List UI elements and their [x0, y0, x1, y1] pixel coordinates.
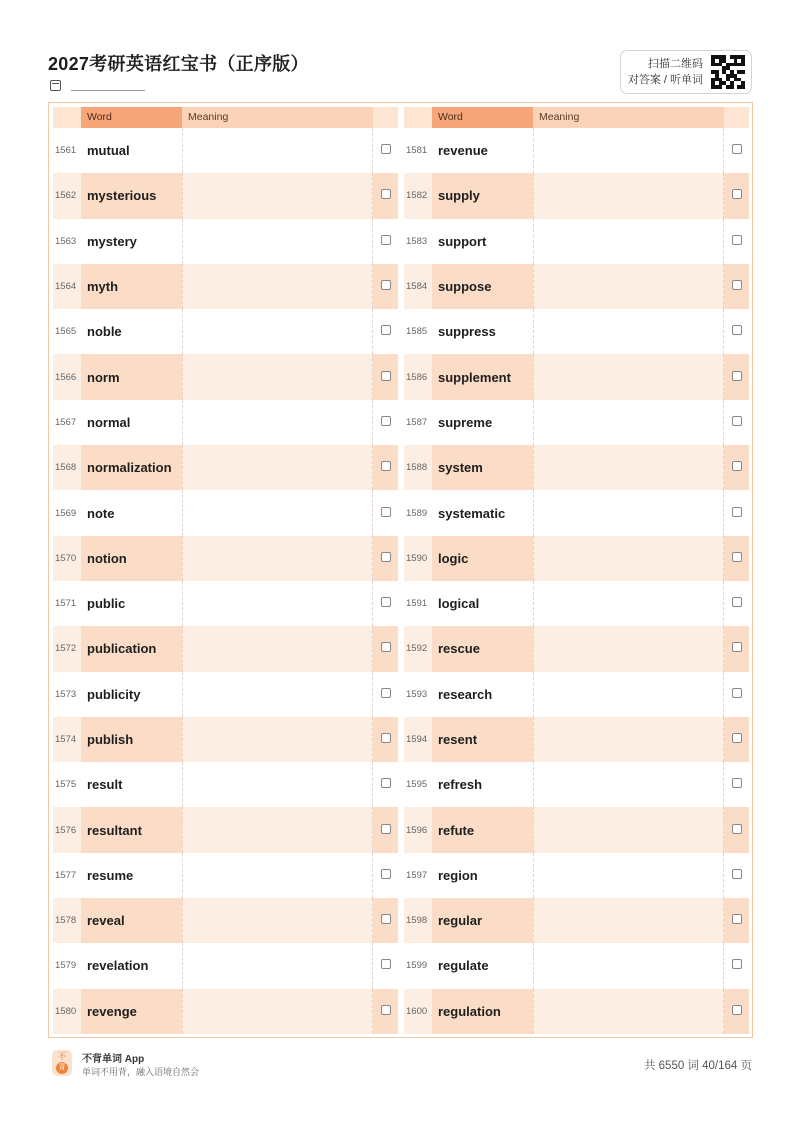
checkbox[interactable] — [381, 869, 391, 879]
check-cell — [724, 943, 749, 988]
word-cell: result — [87, 777, 123, 793]
table-row — [53, 354, 398, 399]
word-cell: resume — [87, 867, 134, 883]
word-cell: noble — [87, 324, 122, 340]
word-number: 1594 — [406, 734, 428, 745]
meaning-cell[interactable] — [533, 626, 724, 671]
meaning-cell[interactable] — [533, 898, 724, 943]
word-cell: normal — [87, 414, 131, 430]
meaning-cell[interactable] — [533, 672, 724, 717]
word-cell: rescue — [432, 626, 533, 671]
word-number: 1597 — [406, 869, 428, 881]
meaning-cell[interactable] — [182, 672, 373, 717]
checkbox[interactable] — [381, 1005, 391, 1015]
word-cell: myth — [81, 264, 182, 309]
check-cell — [724, 128, 749, 173]
check-cell — [724, 807, 749, 852]
word-number: 1573 — [55, 688, 77, 700]
check-cell — [373, 672, 398, 717]
meaning-cell[interactable] — [182, 807, 373, 852]
check-cell — [724, 672, 749, 717]
checkbox[interactable] — [381, 597, 391, 607]
word-number: 1590 — [406, 552, 428, 564]
word-cell: regulation — [432, 989, 533, 1034]
meaning-cell[interactable] — [182, 173, 373, 218]
checkbox[interactable] — [381, 371, 391, 381]
check-cell — [724, 536, 749, 581]
check-cell — [373, 626, 398, 671]
check-cell — [724, 400, 749, 445]
meaning-cell[interactable] — [182, 219, 373, 264]
checkbox[interactable] — [381, 778, 391, 788]
checkbox[interactable] — [732, 778, 742, 788]
table-row — [53, 943, 398, 988]
meaning-cell[interactable] — [182, 400, 373, 445]
check-cell — [373, 309, 398, 354]
meaning-cell[interactable] — [533, 853, 724, 898]
word-number: 1566 — [55, 371, 77, 383]
check-cell — [724, 762, 749, 807]
table-row — [53, 762, 398, 807]
word-cell: support — [438, 233, 487, 249]
checkbox[interactable] — [381, 688, 391, 698]
table-row — [404, 853, 749, 898]
word-cell: region — [438, 867, 478, 883]
logo-top-char: 不 — [58, 1052, 66, 1061]
checkbox[interactable] — [732, 733, 742, 743]
table-row — [53, 626, 398, 671]
meaning-cell[interactable] — [533, 807, 724, 852]
word-cell: revenue — [438, 143, 488, 159]
word-number: 1584 — [406, 281, 428, 293]
meaning-cell[interactable] — [182, 354, 373, 399]
meaning-cell[interactable] — [182, 490, 373, 535]
word-cell: refute — [432, 807, 533, 852]
header-num-cell — [53, 107, 81, 128]
checkbox[interactable] — [732, 597, 742, 607]
qr-box[interactable] — [620, 50, 752, 94]
word-cell: refresh — [438, 777, 483, 793]
meaning-cell[interactable] — [182, 536, 373, 581]
table-row — [404, 264, 749, 309]
table-row — [404, 943, 749, 988]
header-check-cell — [724, 107, 749, 128]
word-cell: logic — [432, 536, 533, 581]
qr-line2: 对答案 / 听单词 — [627, 74, 703, 86]
meaning-cell[interactable] — [182, 626, 373, 671]
word-number: 1588 — [406, 462, 428, 474]
page-title: 2027考研英语红宝书（正序版） — [48, 54, 309, 74]
check-cell — [724, 717, 749, 762]
word-number: 1570 — [55, 552, 77, 564]
word-cell: publish — [81, 717, 182, 762]
word-cell: public — [87, 596, 126, 612]
word-cell: publication — [81, 626, 182, 671]
word-cell: regulate — [438, 958, 489, 974]
check-cell — [724, 354, 749, 399]
meaning-cell[interactable] — [182, 943, 373, 988]
word-number: 1591 — [406, 598, 428, 610]
check-cell — [373, 853, 398, 898]
checkbox[interactable] — [381, 733, 391, 743]
word-number: 1574 — [55, 734, 77, 745]
check-cell — [373, 581, 398, 626]
checkbox[interactable] — [381, 189, 391, 199]
check-cell — [373, 807, 398, 852]
logo-circle-char: 背 — [56, 1062, 68, 1074]
vocab-sheet — [48, 102, 753, 1038]
checkbox[interactable] — [732, 189, 742, 199]
check-cell — [724, 173, 749, 218]
calendar-icon — [50, 80, 61, 91]
table-row — [53, 400, 398, 445]
qr-code-icon[interactable] — [711, 55, 745, 89]
qr-text — [628, 56, 703, 88]
checkbox[interactable] — [732, 325, 742, 335]
footer-app-name: 不背单词 App — [82, 1054, 145, 1065]
checkbox[interactable] — [732, 1005, 742, 1015]
word-number: 1585 — [406, 326, 428, 338]
right-panel — [404, 107, 749, 1034]
meaning-cell[interactable] — [182, 445, 373, 490]
checkbox[interactable] — [732, 507, 742, 517]
table-row — [404, 717, 749, 762]
checkbox[interactable] — [381, 325, 391, 335]
app-logo-icon — [52, 1050, 72, 1076]
checkbox[interactable] — [381, 280, 391, 290]
table-row — [53, 173, 398, 218]
meaning-cell[interactable] — [533, 989, 724, 1034]
table-row — [404, 354, 749, 399]
table-row — [53, 989, 398, 1034]
word-cell: suppress — [438, 324, 496, 340]
table-row — [404, 898, 749, 943]
word-number: 1572 — [55, 643, 77, 655]
table-row — [53, 898, 398, 943]
word-cell: note — [87, 505, 115, 521]
table-row — [53, 128, 398, 173]
word-cell: logical — [438, 596, 480, 612]
word-number: 1592 — [406, 643, 428, 655]
word-number: 1577 — [55, 869, 77, 881]
check-cell — [724, 264, 749, 309]
meaning-cell[interactable] — [182, 264, 373, 309]
check-cell — [724, 309, 749, 354]
word-cell: supplement — [432, 354, 533, 399]
word-cell: norm — [81, 354, 182, 399]
check-cell — [373, 943, 398, 988]
table-row — [53, 264, 398, 309]
header-check-cell — [373, 107, 398, 128]
check-cell — [373, 219, 398, 264]
word-cell: publicity — [87, 686, 141, 702]
meaning-cell[interactable] — [182, 309, 373, 354]
checkbox[interactable] — [381, 914, 391, 924]
word-cell: supreme — [438, 414, 493, 430]
check-cell — [724, 490, 749, 535]
check-cell — [724, 445, 749, 490]
word-number: 1565 — [55, 326, 77, 338]
check-cell — [373, 354, 398, 399]
table-row — [404, 762, 749, 807]
checkbox[interactable] — [732, 959, 742, 969]
checkbox[interactable] — [381, 416, 391, 426]
table-row — [404, 219, 749, 264]
meaning-cell[interactable] — [533, 536, 724, 581]
check-cell — [373, 762, 398, 807]
checkbox[interactable] — [381, 507, 391, 517]
word-number: 1589 — [406, 507, 428, 519]
check-cell — [373, 898, 398, 943]
word-number: 1579 — [55, 960, 77, 972]
checkbox[interactable] — [732, 280, 742, 290]
table-row — [404, 536, 749, 581]
header-word: Word — [432, 107, 533, 128]
word-number: 1580 — [55, 1005, 77, 1017]
header-meaning: Meaning — [533, 107, 724, 128]
left-rows — [53, 128, 398, 1034]
date-blank-line — [71, 90, 145, 91]
word-number: 1567 — [55, 416, 77, 428]
meaning-cell[interactable] — [182, 581, 373, 626]
meaning-cell[interactable] — [533, 264, 724, 309]
table-row — [404, 490, 749, 535]
table-row — [404, 173, 749, 218]
table-row — [53, 536, 398, 581]
check-cell — [724, 989, 749, 1034]
word-number: 1571 — [55, 598, 77, 610]
checkbox[interactable] — [732, 642, 742, 652]
word-cell: revelation — [87, 958, 149, 974]
checkbox[interactable] — [732, 552, 742, 562]
checkbox[interactable] — [381, 824, 391, 834]
meaning-cell[interactable] — [182, 989, 373, 1034]
table-row — [404, 807, 749, 852]
word-number: 1581 — [406, 145, 428, 157]
meaning-cell[interactable] — [533, 762, 724, 807]
word-cell: revenge — [81, 989, 182, 1034]
check-cell — [373, 128, 398, 173]
meaning-cell[interactable] — [533, 717, 724, 762]
word-number: 1562 — [55, 190, 77, 202]
word-number: 1576 — [55, 824, 77, 836]
word-cell: mysterious — [81, 173, 182, 218]
checkbox[interactable] — [732, 144, 742, 154]
word-number: 1578 — [55, 915, 77, 927]
checkbox[interactable] — [381, 959, 391, 969]
table-row — [53, 672, 398, 717]
word-number: 1582 — [406, 190, 428, 202]
word-number: 1598 — [406, 915, 428, 927]
checkbox[interactable] — [381, 235, 391, 245]
table-row — [53, 309, 398, 354]
meaning-cell[interactable] — [533, 581, 724, 626]
checkbox[interactable] — [732, 235, 742, 245]
word-cell: notion — [81, 536, 182, 581]
word-number: 1596 — [406, 824, 428, 836]
check-cell — [724, 898, 749, 943]
table-row — [404, 672, 749, 717]
check-cell — [373, 490, 398, 535]
word-cell: suppose — [432, 264, 533, 309]
table-row — [404, 445, 749, 490]
word-number: 1575 — [55, 779, 77, 791]
meaning-cell[interactable] — [533, 400, 724, 445]
meaning-cell[interactable] — [182, 128, 373, 173]
checkbox[interactable] — [732, 416, 742, 426]
word-cell: system — [432, 445, 533, 490]
footer-tagline: 单词不用背，融入语境自然会 — [82, 1067, 200, 1077]
header-word: Word — [81, 107, 182, 128]
check-cell — [724, 853, 749, 898]
word-cell: resent — [432, 717, 533, 762]
word-cell: resultant — [81, 807, 182, 852]
meaning-cell[interactable] — [533, 173, 724, 218]
checkbox[interactable] — [381, 642, 391, 652]
qr-line1: 扫描二维码 — [648, 58, 703, 70]
meaning-cell[interactable] — [182, 853, 373, 898]
word-number: 1568 — [55, 462, 77, 474]
meaning-cell[interactable] — [182, 762, 373, 807]
word-cell: regular — [432, 898, 533, 943]
left-panel — [53, 107, 398, 1034]
table-row — [53, 581, 398, 626]
checkbox[interactable] — [732, 461, 742, 471]
table-row — [53, 807, 398, 852]
word-cell: supply — [432, 173, 533, 218]
checkbox[interactable] — [381, 552, 391, 562]
table-row — [53, 717, 398, 762]
footer-page-info: 共 6550 词 40/164 页 — [643, 1060, 752, 1072]
word-number: 1569 — [55, 507, 77, 519]
check-cell — [373, 717, 398, 762]
check-cell — [724, 581, 749, 626]
word-number: 1593 — [406, 688, 428, 700]
meaning-cell[interactable] — [182, 717, 373, 762]
meaning-cell[interactable] — [533, 219, 724, 264]
word-number: 1586 — [406, 371, 428, 383]
check-cell — [373, 989, 398, 1034]
table-row — [404, 400, 749, 445]
word-number: 1563 — [55, 235, 77, 247]
checkbox[interactable] — [732, 688, 742, 698]
table-header — [404, 107, 749, 128]
word-number: 1600 — [406, 1005, 428, 1017]
meaning-cell[interactable] — [533, 943, 724, 988]
header-num-cell — [404, 107, 432, 128]
table-row — [404, 581, 749, 626]
word-cell: reveal — [81, 898, 182, 943]
date-row — [50, 80, 145, 91]
meaning-cell[interactable] — [182, 898, 373, 943]
meaning-cell[interactable] — [533, 309, 724, 354]
word-number: 1595 — [406, 779, 428, 791]
checkbox[interactable] — [732, 914, 742, 924]
check-cell — [724, 626, 749, 671]
word-number: 1561 — [55, 145, 77, 157]
checkbox[interactable] — [732, 371, 742, 381]
checkbox[interactable] — [381, 461, 391, 471]
word-number: 1587 — [406, 416, 428, 428]
table-header — [53, 107, 398, 128]
check-cell — [373, 173, 398, 218]
word-number: 1564 — [55, 281, 77, 293]
table-row — [53, 445, 398, 490]
word-cell: research — [438, 686, 493, 702]
check-cell — [373, 264, 398, 309]
check-cell — [724, 219, 749, 264]
table-row — [404, 989, 749, 1034]
check-cell — [373, 445, 398, 490]
checkbox[interactable] — [732, 824, 742, 834]
word-cell: mutual — [87, 143, 130, 159]
meaning-cell[interactable] — [533, 128, 724, 173]
table-row — [53, 490, 398, 535]
word-cell: mystery — [87, 233, 137, 249]
word-number: 1583 — [406, 235, 428, 247]
meaning-cell[interactable] — [533, 445, 724, 490]
word-cell: systematic — [438, 505, 506, 521]
word-cell: normalization — [81, 445, 182, 490]
table-row — [53, 853, 398, 898]
checkbox[interactable] — [381, 144, 391, 154]
word-number: 1599 — [406, 960, 428, 972]
table-row — [404, 309, 749, 354]
table-row — [404, 626, 749, 671]
table-row — [404, 128, 749, 173]
table-row — [53, 219, 398, 264]
meaning-cell[interactable] — [533, 490, 724, 535]
right-rows — [404, 128, 749, 1034]
header-meaning: Meaning — [182, 107, 373, 128]
check-cell — [373, 400, 398, 445]
checkbox[interactable] — [732, 869, 742, 879]
meaning-cell[interactable] — [533, 354, 724, 399]
check-cell — [373, 536, 398, 581]
